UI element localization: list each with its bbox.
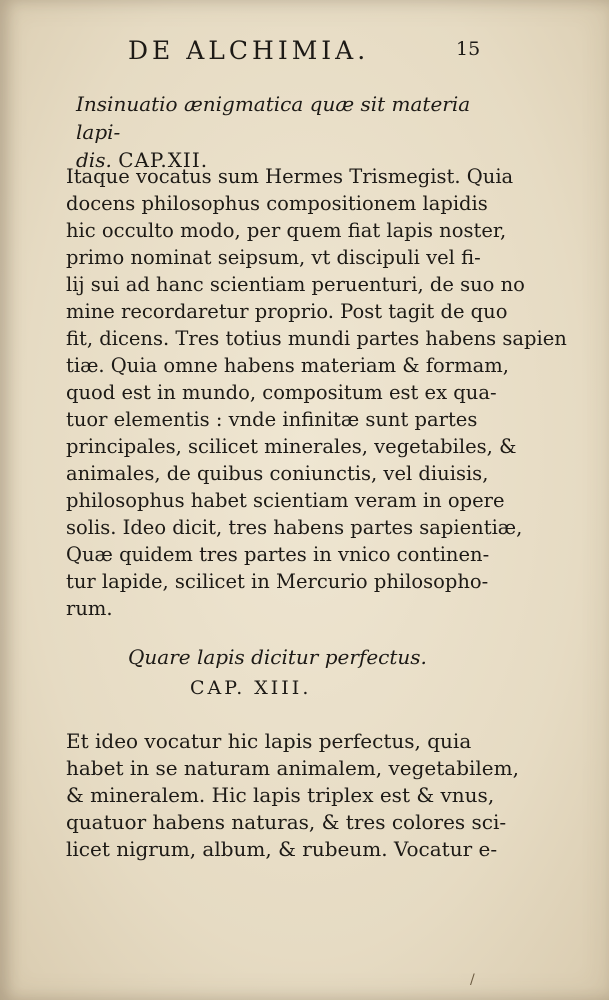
page-header [128,36,548,66]
text-line: principales, scilicet minerales, vegetabiles, & [66,435,517,458]
text-line: & mineralem. Hic lapis triplex est & vnus, [66,783,495,807]
chapter-12-title [76,90,476,174]
text-line: lij sui ad hanc scientiam peruenturi, de suo no [66,273,525,296]
text-line: Itaque vocatus sum Hermes Trismegist. Quia [66,165,514,188]
chapter-12-title-line-2: dis. [76,148,112,172]
chapter-12-number: CAP.XII. [118,148,209,172]
text-line: habet in se naturam animalem, vegetabilem, [66,756,519,780]
text-line: Quæ quidem tres partes in vnico continen- [66,543,490,566]
text-line: primo nominat seipsum, vt discipuli vel fi- [66,246,481,269]
text-line: quod est in mundo, compositum est ex qua- [66,381,497,404]
text-line: licet nigrum, album, & rubeum. Vocatur e- [66,837,498,861]
chapter-12-body [66,163,567,622]
text-line: tuor elementis : vnde infinitæ sunt partes [66,408,478,431]
text-line: solis. Ideo dicit, tres habens partes sapientiæ, [66,516,523,539]
text-line: fit, dicens. Tres totius mundi partes habens sapien [66,327,567,350]
chapter-13-title: Quare lapis dicitur perfectus. [128,645,427,669]
ink-mark: / [470,972,475,988]
text-line: rum. [66,597,113,620]
text-line: tiæ. Quia omne habens materiam & formam, [66,354,509,377]
text-line: tur lapide, scilicet in Mercurio philosopho- [66,570,489,593]
text-line: quatuor habens naturas, & tres colores sci- [66,810,507,834]
text-line: mine recordaretur proprio. Post tagit de quo [66,300,508,323]
running-head: DE ALCHIMIA. [128,36,370,65]
chapter-12-title-line-1: Insinuatio ænigmatica quæ sit materia lapi- [76,92,471,144]
chapter-13-number: CAP. XIII. [190,677,312,699]
text-line: hic occulto modo, per quem fiat lapis noster, [66,219,507,242]
text-line: philosophus habet scientiam veram in opere [66,489,505,512]
page-number: 15 [456,38,481,60]
text-line: animales, de quibus coniunctis, vel diuisis, [66,462,489,485]
chapter-13-body [66,728,519,863]
text-line: Et ideo vocatur hic lapis perfectus, quia [66,729,472,753]
text-line: docens philosophus compositionem lapidis [66,192,488,215]
